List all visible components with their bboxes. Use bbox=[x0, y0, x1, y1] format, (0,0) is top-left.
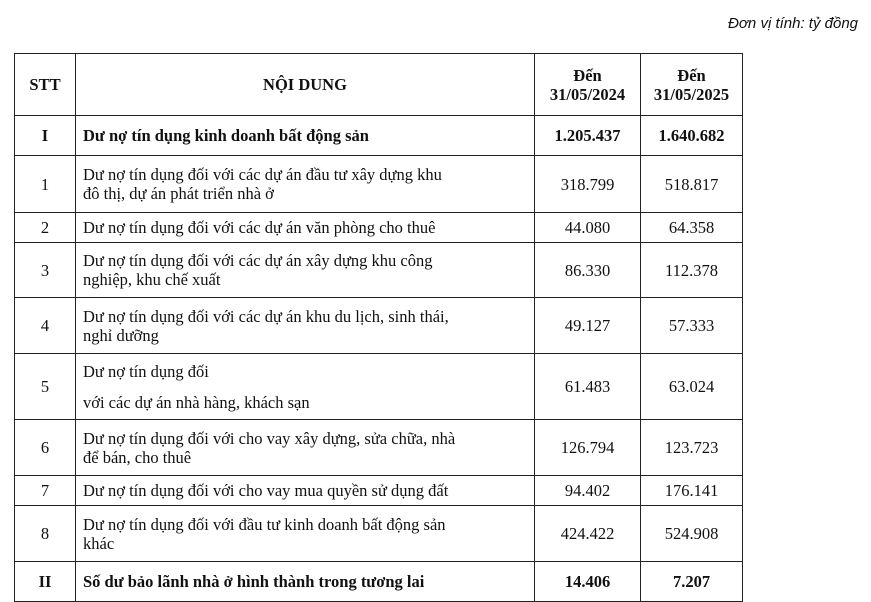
unit-label: Đơn vị tính: tỷ đồng bbox=[728, 15, 858, 32]
row-content-line: với các dự án nhà hàng, khách sạn bbox=[83, 392, 310, 412]
row-stt: 5 bbox=[15, 354, 76, 420]
row-content: Dư nợ tín dụng đối với các dự án văn phòng cho thuê bbox=[76, 213, 535, 243]
table-row bbox=[15, 562, 743, 602]
table-row bbox=[15, 243, 743, 298]
table-row bbox=[15, 506, 743, 562]
row-stt: 8 bbox=[15, 506, 76, 562]
row-value-2025: 524.908 bbox=[641, 506, 743, 562]
row-content-line: đô thị, dự án phát triển nhà ở bbox=[83, 184, 274, 203]
header-2024-line1: Đến bbox=[573, 65, 602, 85]
header-2024 bbox=[535, 54, 641, 116]
row-stt: I bbox=[15, 116, 76, 156]
row-value-2025: 112.378 bbox=[641, 243, 743, 298]
row-content bbox=[76, 298, 535, 354]
table-row bbox=[15, 116, 743, 156]
row-stt: II bbox=[15, 562, 76, 602]
row-stt: 2 bbox=[15, 213, 76, 243]
row-content: Dư nợ tín dụng kinh doanh bất động sản bbox=[76, 116, 535, 156]
row-stt: 6 bbox=[15, 420, 76, 476]
row-content: Số dư bảo lãnh nhà ở hình thành trong tương lai bbox=[76, 562, 535, 602]
row-content-line: Dư nợ tín dụng đối với các dự án đầu tư xây dựng khu bbox=[83, 165, 442, 184]
table-row bbox=[15, 420, 743, 476]
row-content-line: nghỉ dưỡng bbox=[83, 325, 159, 345]
table-row bbox=[15, 354, 743, 420]
row-content-line: nghiệp, khu chế xuất bbox=[83, 270, 221, 289]
header-2025-line2: 31/05/2025 bbox=[653, 84, 730, 104]
row-value-2024: 94.402 bbox=[535, 476, 641, 506]
row-value-2024: 86.330 bbox=[535, 243, 641, 298]
row-content bbox=[76, 420, 535, 476]
header-2025 bbox=[641, 54, 743, 116]
row-value-2024: 49.127 bbox=[535, 298, 641, 354]
row-content bbox=[76, 354, 535, 420]
row-value-2025: 63.024 bbox=[641, 354, 743, 420]
table-row bbox=[15, 476, 743, 506]
row-content-line: Dư nợ tín dụng đối với các dự án khu du lịch, sinh thái, bbox=[83, 306, 449, 326]
row-content-line: Dư nợ tín dụng đối với cho vay xây dựng, sửa chữa, nhà bbox=[83, 428, 456, 448]
row-stt: 1 bbox=[15, 156, 76, 213]
row-stt: 3 bbox=[15, 243, 76, 298]
row-value-2024: 14.406 bbox=[535, 562, 641, 602]
row-value-2025: 64.358 bbox=[641, 213, 743, 243]
row-value-2025: 1.640.682 bbox=[641, 116, 743, 156]
table-row bbox=[15, 213, 743, 243]
row-value-2025: 123.723 bbox=[641, 420, 743, 476]
row-value-2025: 176.141 bbox=[641, 476, 743, 506]
row-content-line: khác bbox=[83, 533, 115, 553]
row-content-line: Dư nợ tín dụng đối với các dự án xây dựng khu công bbox=[83, 251, 433, 270]
header-content: NỘI DUNG bbox=[76, 54, 535, 116]
header-2024-line2: 31/05/2024 bbox=[549, 84, 626, 104]
row-value-2025: 518.817 bbox=[641, 156, 743, 213]
table-row bbox=[15, 156, 743, 213]
row-content bbox=[76, 243, 535, 298]
row-value-2024: 44.080 bbox=[535, 213, 641, 243]
row-value-2024: 61.483 bbox=[535, 354, 641, 420]
row-stt: 4 bbox=[15, 298, 76, 354]
header-row bbox=[15, 54, 743, 116]
row-value-2024: 1.205.437 bbox=[535, 116, 641, 156]
header-2025-line1: Đến bbox=[677, 65, 706, 85]
row-value-2024: 126.794 bbox=[535, 420, 641, 476]
row-content bbox=[76, 156, 535, 213]
row-content-line: Dư nợ tín dụng đối với đầu tư kinh doanh bất động sản bbox=[83, 514, 446, 534]
row-stt: 7 bbox=[15, 476, 76, 506]
row-value-2024: 424.422 bbox=[535, 506, 641, 562]
row-content: Dư nợ tín dụng đối với cho vay mua quyền sử dụng đất bbox=[76, 476, 535, 506]
table-row bbox=[15, 298, 743, 354]
credit-table bbox=[14, 53, 743, 602]
row-value-2024: 318.799 bbox=[535, 156, 641, 213]
header-stt: STT bbox=[15, 54, 76, 116]
row-value-2025: 57.333 bbox=[641, 298, 743, 354]
row-content-line: Dư nợ tín dụng đối bbox=[83, 361, 209, 381]
row-content bbox=[76, 506, 535, 562]
row-content-line: để bán, cho thuê bbox=[83, 447, 192, 467]
row-value-2025: 7.207 bbox=[641, 562, 743, 602]
